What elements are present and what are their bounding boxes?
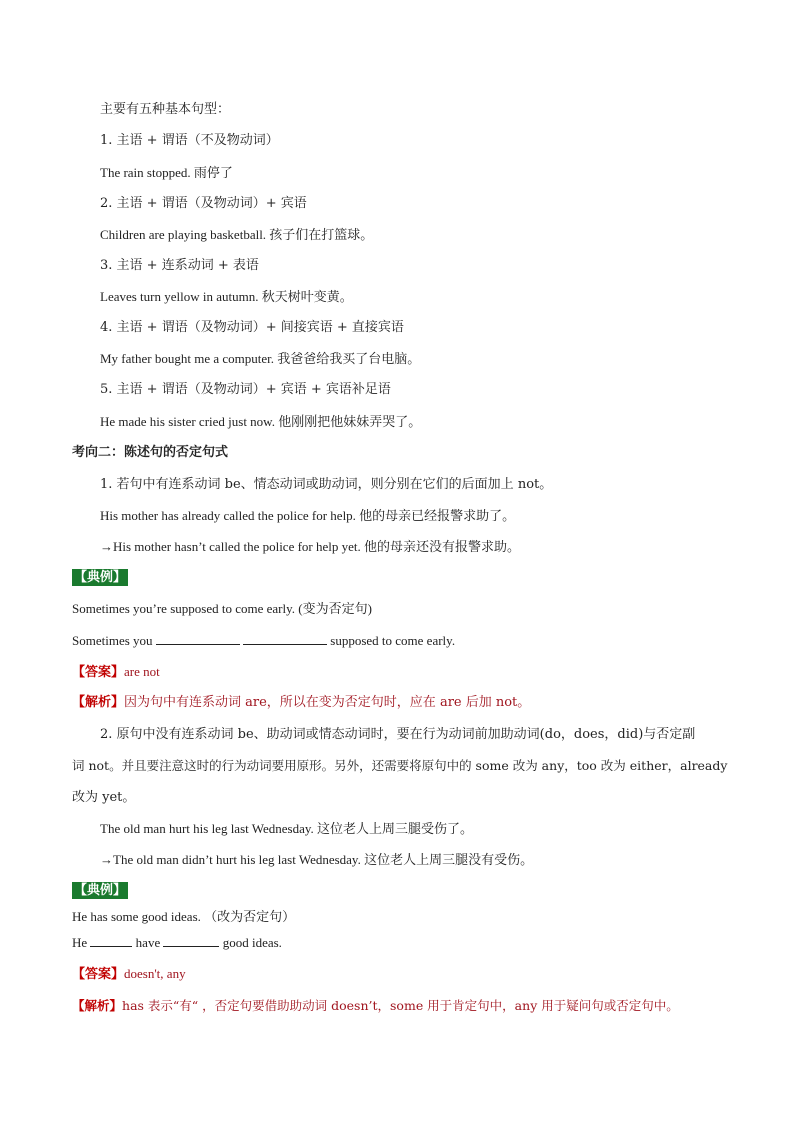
example-2-analysis xyxy=(72,997,679,1015)
example-2-fill xyxy=(72,934,282,952)
pattern-2-formula: 2. 主语 + 谓语（及物动词）+ 宾语 xyxy=(100,196,307,211)
example-1-fill-after: supposed to come early. xyxy=(330,633,456,648)
rule-2-line-2: 词 not。并且要注意这时的行为动词要用原形。另外，还需要将原句中的 some 改为 any，too 改为 either，already xyxy=(72,758,728,773)
section-2-title: 考向二：陈述句的否定句式 xyxy=(72,445,229,460)
answer-blank-1[interactable] xyxy=(156,632,240,645)
rule-2-transformed-text: The old man didn’t hurt his leg last Wednesday. 这位老人上周三腿没有受伤。 xyxy=(113,852,534,867)
answer-tag: 【答案】 xyxy=(72,665,125,680)
answer-blank-2[interactable] xyxy=(163,934,219,947)
rule-1-transformed xyxy=(100,538,520,556)
answer-text: doesn't, any xyxy=(124,966,186,981)
example-1-analysis xyxy=(72,694,530,712)
rule-2-line-3: 改为 yet。 xyxy=(72,790,136,805)
pattern-2-example: Children are playing basketball. 孩子们在打篮球。 xyxy=(100,227,374,242)
analysis-tag: 【解析】 xyxy=(72,695,125,710)
example-1-tag xyxy=(72,569,128,587)
pattern-5-example: He made his sister cried just now. 他刚刚把他妹妹弄哭了。 xyxy=(100,414,422,429)
analysis-text: has 表示“有“ ，否定句要借助助动词 doesn’t，some 用于肯定句中，any 用于疑问句或否定句中。 xyxy=(122,998,679,1013)
example-1-answer xyxy=(72,663,160,682)
pattern-3-formula: 3. 主语 + 连系动词 + 表语 xyxy=(100,258,259,273)
answer-blank-1[interactable] xyxy=(90,934,132,947)
example-1-fill-before: Sometimes you xyxy=(72,633,153,648)
pattern-3-example: Leaves turn yellow in autumn. 秋天树叶变黄。 xyxy=(100,289,353,304)
analysis-text: 因为句中有连系动词 are，所以在变为否定句时，应在 are 后加 not。 xyxy=(124,695,531,710)
answer-tag: 【答案】 xyxy=(72,967,125,982)
analysis-tag: 【解析】 xyxy=(72,998,123,1013)
rule-2-transformed xyxy=(100,851,533,869)
rule-1-transformed-text: His mother hasn’t called the police for help yet. 他的母亲还没有报警求助。 xyxy=(113,539,521,554)
rule-2-line-1: 2. 原句中没有连系动词 be、助动词或情态动词时，要在行为动词前加助动词(do，does，did)与否定副 xyxy=(100,727,696,742)
example-2-question: He has some good ideas. （改为否定句） xyxy=(72,909,296,924)
arrow-icon: → xyxy=(100,852,113,867)
answer-blank-2[interactable] xyxy=(243,632,327,645)
example-2-fill-w1: He xyxy=(72,935,88,950)
pattern-4-formula: 4. 主语 + 谓语（及物动词）+ 间接宾语 + 直接宾语 xyxy=(100,320,404,335)
pattern-1-example: The rain stopped. 雨停了 xyxy=(100,165,233,180)
pattern-4-example: My father bought me a computer. 我爸爸给我买了台电脑。 xyxy=(100,351,421,366)
arrow-icon: → xyxy=(100,539,113,554)
example-2-fill-w3: good ideas. xyxy=(222,935,282,950)
rule-1-example: His mother has already called the police for help. 他的母亲已经报警求助了。 xyxy=(100,508,516,523)
example-2-fill-w2: have xyxy=(135,935,161,950)
example-2-answer xyxy=(72,965,186,984)
example-tag: 【典例】 xyxy=(74,883,127,898)
intro-text: 主要有五种基本句型： xyxy=(100,102,231,117)
pattern-1-formula: 1. 主语 + 谓语（不及物动词） xyxy=(100,133,279,148)
rule-1-text: 1. 若句中有连系动词 be、情态动词或助动词，则分别在它们的后面加上 not。 xyxy=(100,477,553,492)
example-1-question: Sometimes you’re supposed to come early. (变为否定句) xyxy=(72,601,372,616)
rule-2-example: The old man hurt his leg last Wednesday. 这位老人上周三腿受伤了。 xyxy=(100,821,474,836)
example-tag: 【典例】 xyxy=(74,570,127,585)
example-2-tag xyxy=(72,882,128,900)
example-1-fill xyxy=(72,632,455,650)
answer-text: are not xyxy=(124,664,160,679)
pattern-5-formula: 5. 主语 + 谓语（及物动词）+ 宾语 + 宾语补足语 xyxy=(100,382,391,397)
